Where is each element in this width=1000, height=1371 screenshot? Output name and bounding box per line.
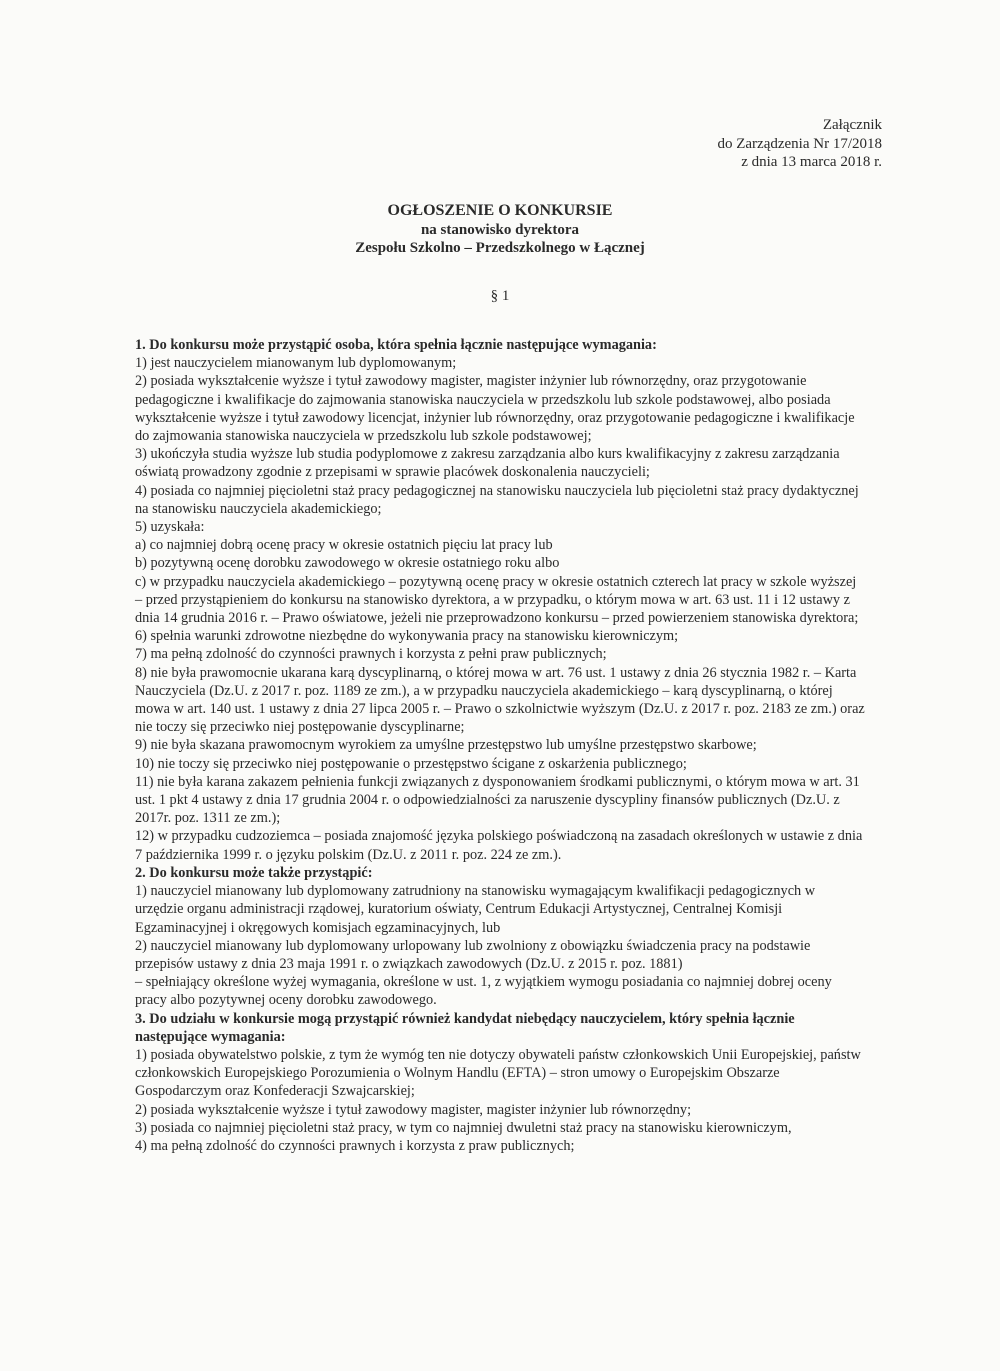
list-item: 2) nauczyciel mianowany lub dyplomowany urlopowany lub zwolniony z obowiązku świadczenia pracy na podstawie przepisów ustawy z dnia 23 maja 1991 r. o związkach zawodowych (Dz.U. z 2015 r. poz. 1881) bbox=[135, 937, 811, 972]
annex-header bbox=[717, 116, 882, 172]
list-item: 4) ma pełną zdolność do czynności prawnych i korzysta z praw publicznych; bbox=[135, 1137, 575, 1154]
annex-date: z dnia 13 marca 2018 r. bbox=[741, 154, 882, 170]
list-item: 4) posiada co najmniej pięcioletni staż pracy pedagogicznej na stanowisku nauczyciela lub pięcioletni staż pracy dydaktycznej na stanowisku nauczyciela akademickiego; bbox=[135, 482, 859, 517]
list-item: 3) ukończyła studia wyższe lub studia podyplomowe z zakresu zarządzania albo kurs kwalifikacyjny z zakresu zarządzania oświatą prowadzony zgodnie z przepisami w sprawie placówek doskonalenia nauczycieli; bbox=[135, 446, 840, 481]
list-item: 11) nie była karana zakazem pełnienia funkcji związanych z dysponowaniem środkami publicznymi, o którym mowa w art. 31 ust. 1 pkt 4 ustawy z dnia 17 grudnia 2004 r. o odpowiedzialności za naruszenie dyscypliny finansów publicznych (Dz.U. z 2017r. poz. 1311 ze zm.); bbox=[135, 773, 860, 827]
list-item: 10) nie toczy się przeciwko niej postępowanie o przestępstwo ścigane z oskarżenia publicznego; bbox=[135, 755, 687, 772]
list-item: c) w przypadku nauczyciela akademickiego – pozytywną ocenę pracy w okresie ostatnich czterech lat pracy w szkole wyższej bbox=[135, 573, 857, 590]
list-item: 7) ma pełną zdolność do czynności prawnych i korzysta z pełni praw publicznych; bbox=[135, 646, 607, 663]
list-item: 6) spełnia warunki zdrowotne niezbędne do wykonywania pracy na stanowisku kierowniczym; bbox=[135, 628, 679, 645]
list-item: 3) posiada co najmniej pięcioletni staż pracy, w tym co najmniej dwuletni staż pracy na stanowisku kierowniczym, bbox=[135, 1119, 792, 1136]
section-heading: 1. Do konkursu może przystąpić osoba, która spełnia łącznie następujące wymagania: bbox=[135, 337, 657, 353]
list-item: b) pozytywną ocenę dorobku zawodowego w okresie ostatniego roku albo bbox=[135, 555, 560, 572]
document-body bbox=[135, 336, 865, 1155]
list-item: 8) nie była prawomocnie ukarana karą dyscyplinarną, o której mowa w art. 76 ust. 1 ustawy z dnia 26 stycznia 1982 r. – Karta Nauczyciela (Dz.U. z 2017 r. poz. 1189 ze zm.), a w przypadku nauczyciela akademickiego – karą dyscyplinarną, o której mowa w art. 140 ust. 1 ustawy z dnia 27 lipca 2005 r. – Prawo o szkolnictwie wyższym (Dz.U. z 2017 r. poz. 2183 ze zm.) oraz nie toczy się przeciwko niej postępowanie dyscyplinarne; bbox=[135, 664, 865, 736]
annex-label: Załącznik bbox=[822, 117, 882, 133]
list-item: – spełniający określone wyżej wymagania, określone w ust. 1, z wyjątkiem wymogu posiadania co najmniej dobrej oceny pracy albo pozytywnej oceny dorobku zawodowego. bbox=[135, 974, 832, 1009]
list-item: 2) posiada wykształcenie wyższe i tytuł zawodowy magister, magister inżynier lub równorzędny, oraz przygotowanie pedagogiczne i kwalifikacje do zajmowania stanowiska nauczyciela w przedszkolu lub szkole podstawowej, albo posiada wykształcenie wyższe i tytuł zawodowy licencjat, inżynier lub równorzędny, oraz przygotowanie pedagogiczne i kwalifikacje do zajmowania stanowiska nauczyciela w przedszkolu lub szkole podstawowej; bbox=[135, 373, 855, 445]
list-item: 12) w przypadku cudzoziemca – posiada znajomość języka polskiego poświadczoną na zasadach określonych w ustawie z dnia 7 października 1999 r. o języku polskim (Dz.U. z 2011 r. poz. 224 ze zm.). bbox=[135, 828, 863, 863]
section-heading: 2. Do konkursu może także przystąpić: bbox=[135, 864, 373, 881]
section-heading: 3. Do udziału w konkursie mogą przystąpić również kandydat niebędący nauczycielem, który spełnia łącznie następujące wymagania: bbox=[135, 1010, 795, 1045]
title-line-2: na stanowisko dyrektora bbox=[420, 221, 580, 238]
list-item: 1) nauczyciel mianowany lub dyplomowany zatrudniony na stanowisku wymagającym kwalifikacji pedagogicznych w urzędzie organu administracji rządowej, kuratorium oświaty, Centrum Edukacji Artystycznej, Centralnej Komisji Egzaminacyjnej i okręgowych komisjach egzaminacyjnych, lub bbox=[135, 883, 816, 936]
section-mark: § 1 bbox=[490, 288, 510, 304]
list-item: 1) posiada obywatelstwo polskie, z tym że wymóg ten nie dotyczy obywateli państw członkowskich Unii Europejskiej, państw członkowskich Europejskiego Porozumienia o Wolnym Handlu (EFTA) – stron umowy o Europejskim Obszarze Gospodarczym oraz Konfederacji Szwajcarskiej; bbox=[135, 1046, 861, 1100]
title-line-3: Zespołu Szkolno – Przedszkolnego w Łącznej bbox=[355, 240, 645, 256]
document-title bbox=[0, 202, 1000, 258]
list-item: 1) jest nauczycielem mianowanym lub dyplomowanym; bbox=[135, 355, 457, 372]
list-item: 5) uzyskała: bbox=[135, 519, 205, 536]
list-item: a) co najmniej dobrą ocenę pracy w okresie ostatnich pięciu lat pracy lub bbox=[135, 537, 553, 554]
list-item: 9) nie była skazana prawomocnym wyrokiem za umyślne przestępstwo lub umyślne przestępstwo skarbowe; bbox=[135, 737, 757, 754]
list-item: 2) posiada wykształcenie wyższe i tytuł zawodowy magister, magister inżynier lub równorzędny; bbox=[135, 1101, 692, 1118]
list-item: – przed przystąpieniem do konkursu na stanowisko dyrektora, a w przypadku, o którym mowa w art. 63 ust. 11 i 12 ustawy z dnia 14 grudnia 2016 r. – Prawo oświatowe, jeżeli nie przeprowadzono konkursu – przed powierzeniem stanowiska dyrektora; bbox=[135, 591, 859, 627]
annex-regulation-number: do Zarządzenia Nr 17/2018 bbox=[717, 135, 882, 152]
title-line-1: OGŁOSZENIE O KONKURSIE bbox=[387, 202, 613, 219]
